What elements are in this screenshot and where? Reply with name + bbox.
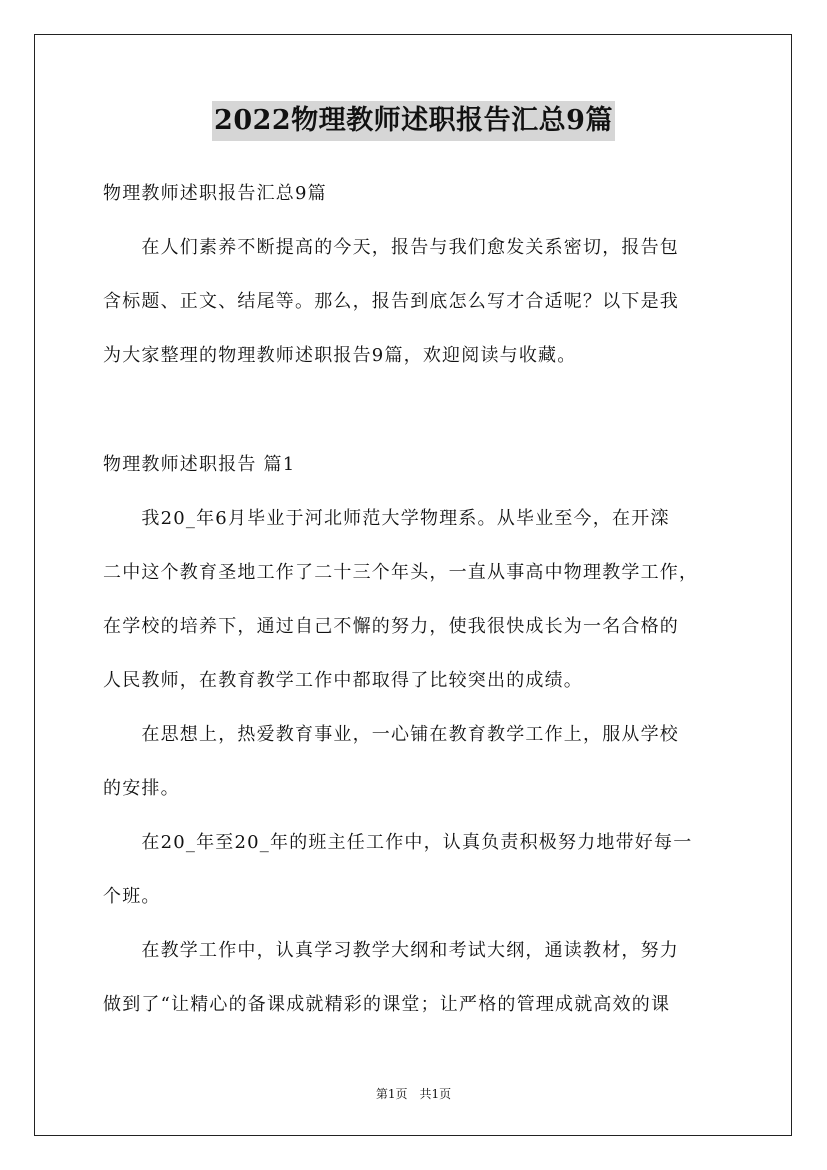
title-container xyxy=(0,101,827,141)
body-line: 在人们素养不断提高的今天，报告与我们愈发关系密切，报告包 xyxy=(103,237,679,258)
subtitle-line: 物理教师述职报告汇总9篇 xyxy=(103,183,327,204)
body-line: 人民教师，在教育教学工作中都取得了比较突出的成绩。 xyxy=(103,670,583,691)
page-footer xyxy=(0,1086,827,1102)
body-line: 二中这个教育圣地工作了二十三个年头，一直从事高中物理教学工作， xyxy=(103,562,699,583)
body-line: 的安排。 xyxy=(103,778,180,799)
body-line: 在20_年至20_年的班主任工作中，认真负责积极努力地带好每一 xyxy=(103,832,693,853)
body-line: 在教学工作中，认真学习教学大纲和考试大纲，通读教材，努力 xyxy=(103,940,679,961)
body-line: 在思想上，热爱教育事业，一心铺在教育教学工作上，服从学校 xyxy=(103,724,679,745)
section-heading: 物理教师述职报告 篇1 xyxy=(103,454,296,475)
body-line: 我20_年6月毕业于河北师范大学物理系。从毕业至今，在开滦 xyxy=(103,508,670,529)
body-line: 为大家整理的物理教师述职报告9篇，欢迎阅读与收藏。 xyxy=(103,345,577,366)
body-line: 在学校的培养下，通过自己不懈的努力，使我很快成长为一名合格的 xyxy=(103,616,679,637)
page-number: 第1页 共1页 xyxy=(375,1087,452,1101)
body-line: 含标题、正文、结尾等。那么，报告到底怎么写才合适呢？以下是我 xyxy=(103,291,679,312)
body-line: 做到了“让精心的备课成就精彩的课堂；让严格的管理成就高效的课 xyxy=(103,994,671,1015)
body-line: 个班。 xyxy=(103,886,161,907)
document-title: 2022物理教师述职报告汇总9篇 xyxy=(212,101,615,141)
